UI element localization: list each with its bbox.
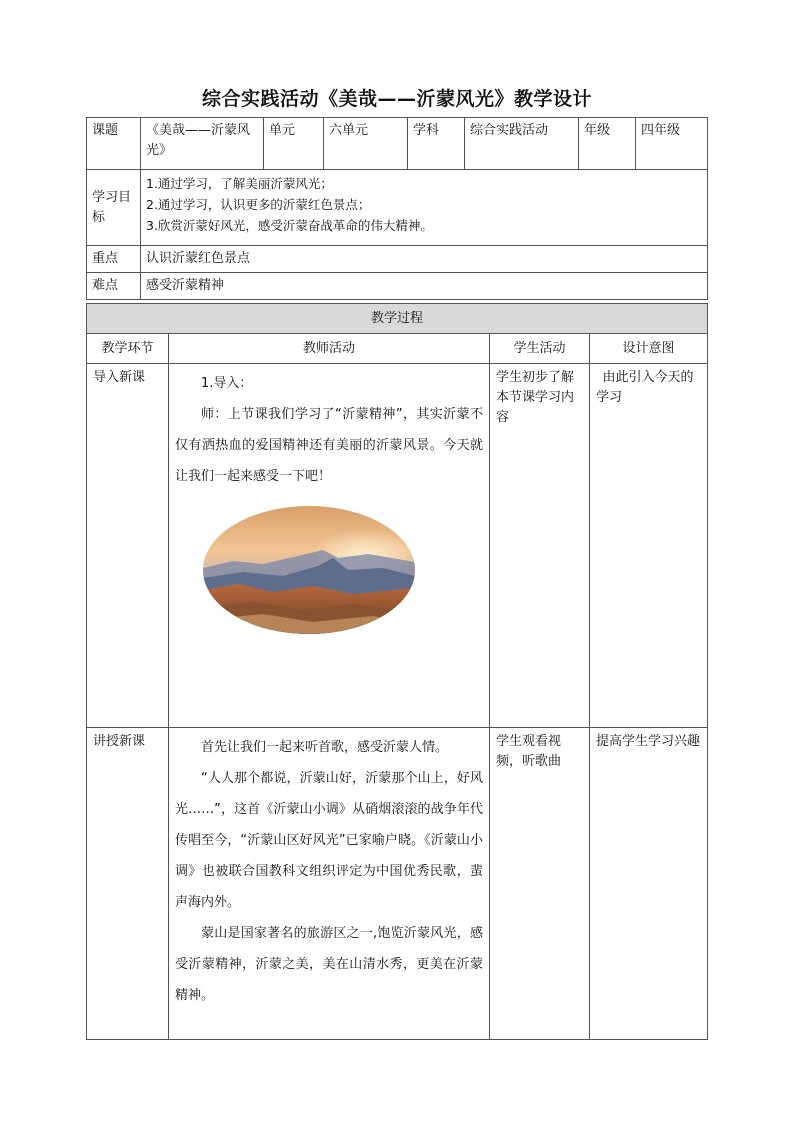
lesson-info-table [86,117,708,300]
yimeng-landscape-photo [203,506,415,634]
teacher-paragraph: 1.导入： [201,376,253,391]
design-intent-cell: 由此引入今天的学习 [590,364,708,728]
topic-value: 《美哉——沂蒙风光》 [141,118,264,170]
student-activity-cell: 学生初步了解本节课学习内容 [490,364,590,728]
table-row [87,728,708,1040]
design-intent-cell: 提高学生学习兴趣 [590,728,708,1040]
difficulty-value: 感受沂蒙精神 [141,273,708,300]
goals-cell [141,170,708,246]
process-section-title: 教学过程 [87,304,708,334]
document-title: 综合实践活动《美哉——沂蒙风光》教学设计 [201,88,592,110]
teacher-paragraph: 蒙山是国家著名的旅游区之一,饱览沂蒙风光，感受沂蒙精神，沂蒙之美，美在山清水秀，更美在沂蒙精神。 [175,926,483,1003]
column-header: 学生活动 [490,334,590,364]
goal-item: 1.通过学习，了解美丽沂蒙风光； [146,176,333,191]
student-activity-cell: 学生观看视频，听歌曲 [490,728,590,1040]
column-header: 教学环节 [87,334,169,364]
teacher-paragraph: “人人那个都说，沂蒙山好，沂蒙那个山上，好风光……”，这首《沂蒙山小调》从硝烟滚滚的战争年代传唱至今，“沂蒙山区好风光”已家喻户晓。《沂蒙山小调》也被联合国教科文组织评定为中国优秀民歌，蜚声海内外。 [175,771,483,910]
unit-label: 单元 [264,118,324,170]
unit-value: 六单元 [324,118,408,170]
goal-item: 3.欣赏沂蒙好风光，感受沂蒙奋战革命的伟大精神。 [146,218,433,233]
teacher-paragraph: 首先让我们一起来听首歌，感受沂蒙人情。 [201,740,449,755]
stage-cell: 导入新课 [87,364,169,728]
subject-label: 学科 [408,118,465,170]
key-point-value: 认识沂蒙红色景点 [141,246,708,273]
column-header: 设计意图 [590,334,708,364]
table-row [87,364,708,728]
grade-label: 年级 [579,118,636,170]
difficulty-label: 难点 [87,273,141,300]
teaching-process-table [86,303,708,1040]
column-header: 教师活动 [169,334,490,364]
teacher-activity-cell [169,364,490,728]
key-point-label: 重点 [87,246,141,273]
subject-value: 综合实践活动 [465,118,579,170]
teacher-activity-cell [169,728,490,1040]
goals-label: 学习目标 [87,170,141,246]
topic-label: 课题 [87,118,141,170]
grade-value: 四年级 [636,118,708,170]
goal-item: 2.通过学习，认识更多的沂蒙红色景点； [146,197,371,212]
stage-cell: 讲授新课 [87,728,169,1040]
teacher-paragraph: 师：上节课我们学习了“沂蒙精神”，其实沂蒙不仅有洒热血的爱国精神还有美丽的沂蒙风景。今天就让我们一起来感受一下吧！ [175,407,483,484]
